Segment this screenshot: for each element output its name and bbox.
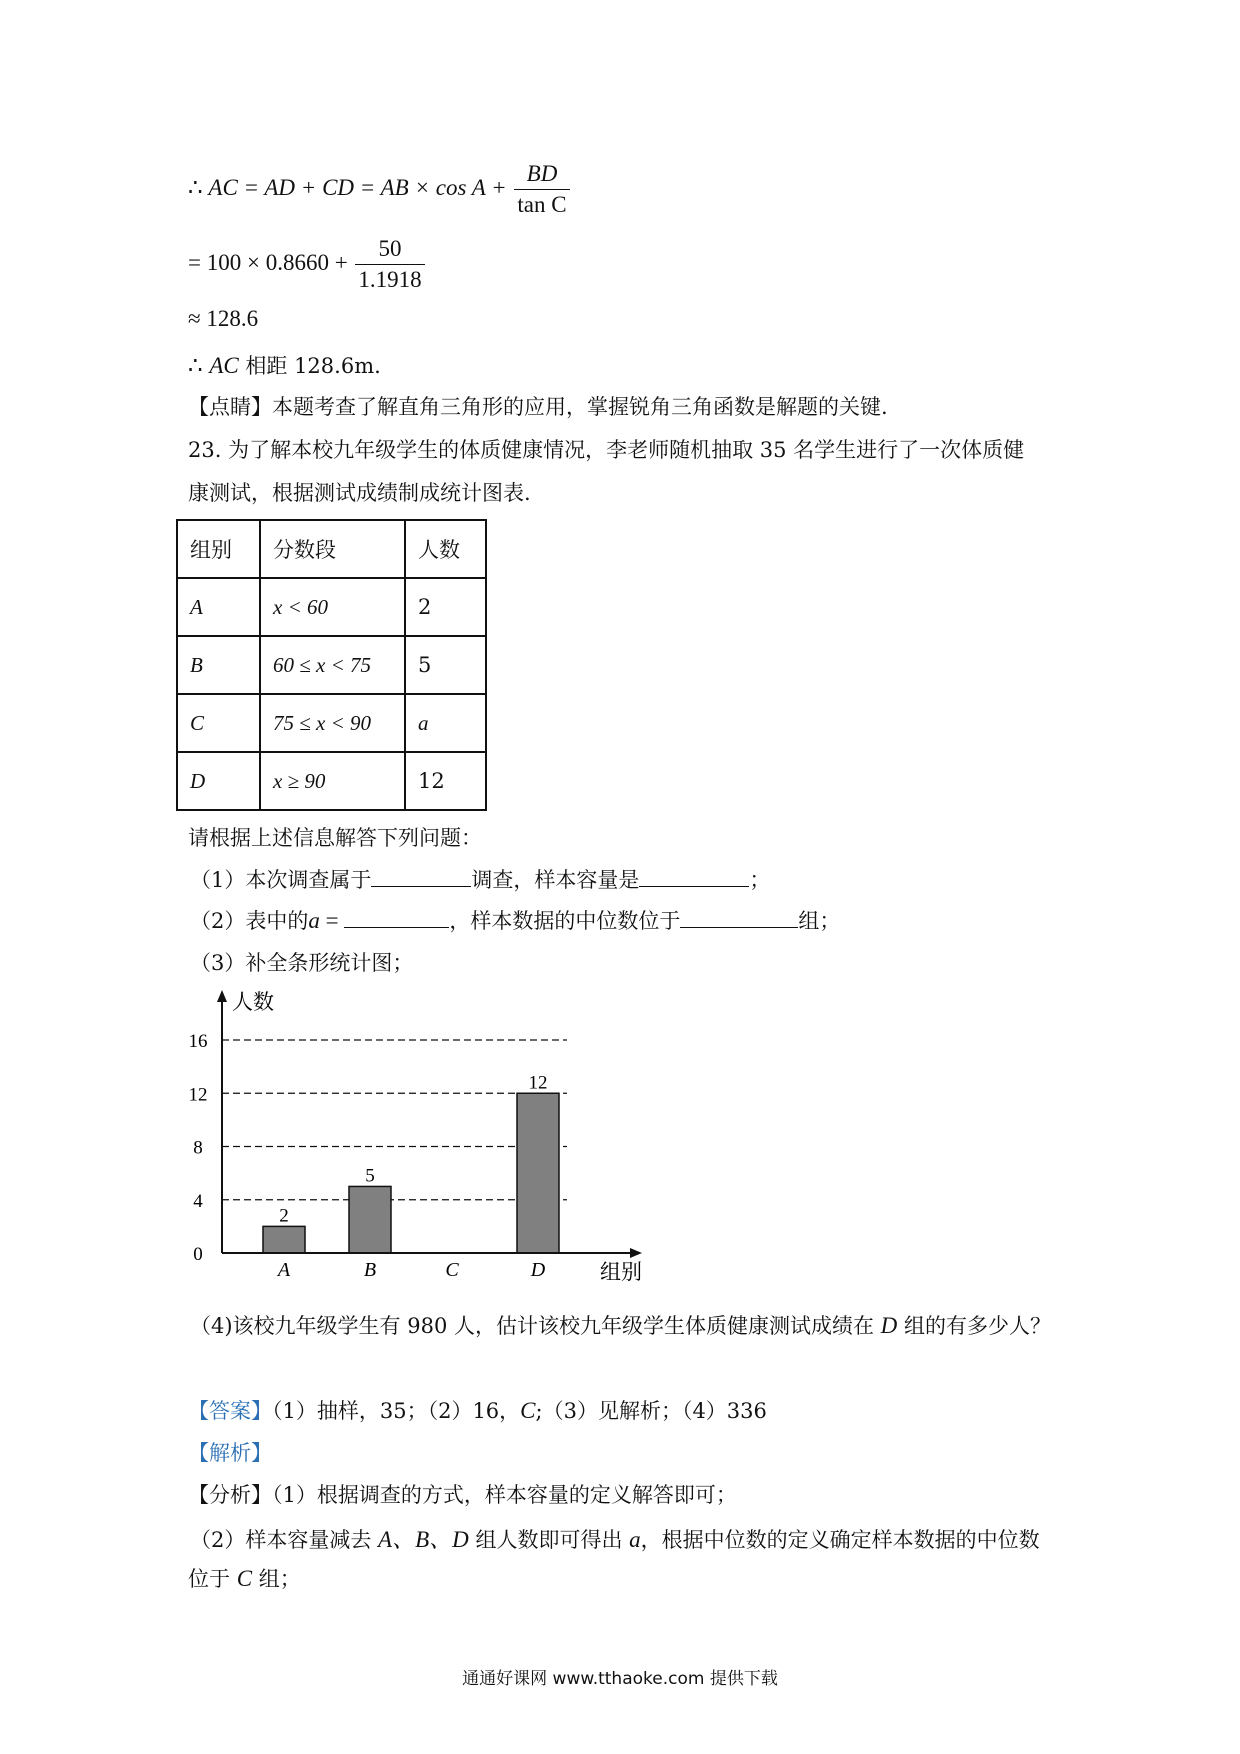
answer-line xyxy=(188,1395,767,1425)
y-tick-label: 0 xyxy=(193,1244,203,1265)
variable: A、B、D xyxy=(378,1527,469,1552)
y-tick-label: 16 xyxy=(188,1031,208,1052)
fraction-numerator: 50 xyxy=(355,235,424,265)
y-axis-arrow-icon xyxy=(217,990,227,1002)
analysis-text: ，根据中位数的定义确定样本数据的中位数 xyxy=(640,1528,1040,1552)
variable: a xyxy=(629,1527,641,1552)
analysis-text: （2）样本容量减去 xyxy=(190,1528,379,1552)
subquestion-4 xyxy=(190,1310,1051,1340)
table-header: 分数段 xyxy=(260,520,405,578)
answer-blank xyxy=(680,909,798,928)
x-tick-label: B xyxy=(363,1259,377,1281)
bar-data-label: 12 xyxy=(528,1072,548,1094)
variable: a xyxy=(308,908,320,933)
equation-text: AC = AD + CD = AB × cos A + xyxy=(208,174,513,200)
fraction-numerator: BD xyxy=(514,160,569,190)
analysis-line-2 xyxy=(190,1521,1040,1554)
solution-text: 相距 128.6m. xyxy=(238,354,381,378)
bar xyxy=(349,1186,391,1253)
chart-bars xyxy=(263,1093,559,1253)
subquestion-text: （4)该校九年级学生有 980 人，估计该校九年级学生体质健康测试成绩在 xyxy=(190,1314,881,1338)
table-cell: B xyxy=(177,636,260,694)
answer-blank xyxy=(371,868,471,887)
score-table xyxy=(176,519,487,811)
prompt-text: 请根据上述信息解答下列问题： xyxy=(188,826,482,850)
variable: C xyxy=(520,1398,536,1423)
y-axis-label: 人数 xyxy=(232,990,274,1014)
table-cell: C xyxy=(177,694,260,752)
table-cell: x ≥ 90 xyxy=(260,752,405,810)
subquestion-2 xyxy=(190,905,840,935)
y-tick-label: 12 xyxy=(188,1084,208,1106)
subquestion-text: （1）本次调查属于 xyxy=(190,868,372,892)
therefore-symbol: ∴ xyxy=(188,353,203,378)
solution-line-4 xyxy=(188,350,381,380)
x-tick-label: C xyxy=(445,1259,459,1281)
subquestion-text: ，样本数据的中位数位于 xyxy=(449,909,681,933)
bar-data-label: 5 xyxy=(365,1165,375,1187)
chart-gridlines xyxy=(222,1040,567,1200)
question-intro-line-2: 康测试，根据测试成绩制成统计图表. xyxy=(188,481,531,505)
question-intro-line-1: 23. 为了解本校九年级学生的体质健康情况，李老师随机抽取 35 名学生进行了一次体质健 xyxy=(188,438,1025,462)
fraction xyxy=(355,235,424,294)
answer-text: （1）抽样，35；（2）16， xyxy=(272,1399,521,1423)
analysis-line-3 xyxy=(188,1563,301,1593)
table-cell: 12 xyxy=(405,752,486,810)
equals-sign: = xyxy=(319,908,345,933)
answer-tag: 【答案】 xyxy=(188,1399,272,1423)
table-cell: 75 ≤ x < 90 xyxy=(260,694,405,752)
analysis-text: 组； xyxy=(252,1567,301,1591)
bar-chart xyxy=(180,985,680,1300)
analysis-text: 位于 xyxy=(188,1567,237,1591)
table-cell: x < 60 xyxy=(260,578,405,636)
table-cell: 2 xyxy=(405,578,486,636)
footer-text: 通通好课网 www.tthaoke.com 提供下载 xyxy=(462,1669,778,1689)
y-tick-label: 8 xyxy=(193,1137,203,1159)
table-cell: 5 xyxy=(405,636,486,694)
comment-text: 【点睛】本题考查了解直角三角形的应用，掌握锐角三角函数是解题的关键. xyxy=(188,395,888,419)
subquestion-text: ； xyxy=(749,868,771,892)
therefore-symbol: ∴ xyxy=(188,174,203,200)
solution-line-2 xyxy=(188,235,427,294)
table-header: 组别 xyxy=(177,520,260,578)
answer-text: ;（3）见解析；（4）336 xyxy=(535,1399,767,1423)
y-tick-label: 4 xyxy=(193,1190,203,1212)
subquestion-text: 组的有多少人？ xyxy=(897,1314,1051,1338)
x-axis-arrow-icon xyxy=(630,1248,642,1258)
bar-data-label: 2 xyxy=(279,1205,289,1227)
bar xyxy=(263,1226,305,1253)
equation-text: = 100 × 0.8660 + xyxy=(188,249,354,275)
table-cell: A xyxy=(177,578,260,636)
variable: AC xyxy=(209,353,239,378)
fraction-denominator: tan C xyxy=(517,192,567,217)
x-tick-label: A xyxy=(277,1259,291,1281)
table-row xyxy=(177,752,486,810)
solution-line-1 xyxy=(188,160,572,219)
analysis-text: 组人数即可得出 xyxy=(468,1528,630,1552)
variable: C xyxy=(236,1566,253,1591)
table-row xyxy=(177,694,486,752)
x-tick-label: D xyxy=(530,1259,546,1281)
table-cell: 60 ≤ x < 75 xyxy=(260,636,405,694)
table-cell: D xyxy=(177,752,260,810)
subquestion-3: （3）补全条形统计图； xyxy=(190,951,414,975)
answer-blank xyxy=(344,909,449,928)
variable: D xyxy=(880,1313,898,1338)
solution-line-3: ≈ 128.6 xyxy=(188,306,259,331)
fraction-denominator: 1.1918 xyxy=(358,267,422,292)
analysis-tag: 【解析】 xyxy=(188,1441,272,1465)
subquestion-1 xyxy=(190,864,770,894)
subquestion-text: （2）表中的 xyxy=(190,909,309,933)
table-row xyxy=(177,578,486,636)
x-axis-label: 组别 xyxy=(600,1260,642,1284)
table-row xyxy=(177,636,486,694)
table-cell: a xyxy=(405,694,486,752)
subquestion-text: 组； xyxy=(798,909,841,933)
table-header: 人数 xyxy=(405,520,486,578)
subquestion-text: 调查，样本容量是 xyxy=(471,868,640,892)
fraction xyxy=(514,160,569,219)
answer-blank xyxy=(639,868,749,887)
table-header-row xyxy=(177,520,486,578)
analysis-line-1: 【分析】（1）根据调查的方式，样本容量的定义解答即可； xyxy=(188,1483,737,1507)
bar xyxy=(517,1093,559,1253)
